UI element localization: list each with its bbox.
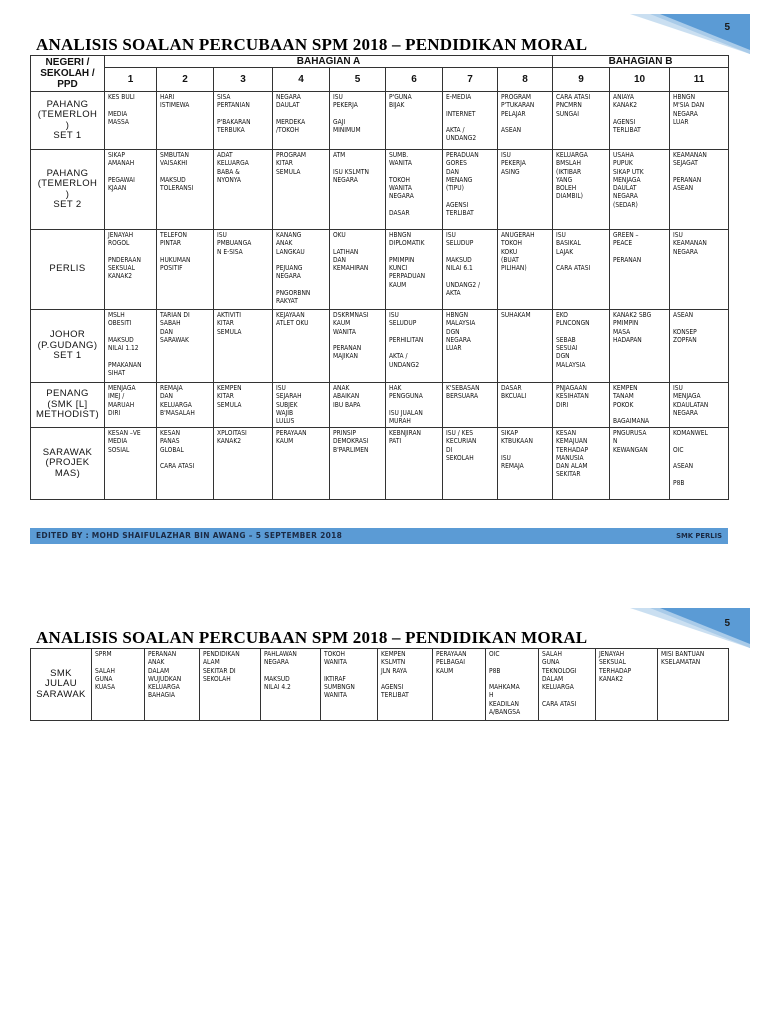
topic-cell: KEJAYAAN ATLET OKU <box>273 310 330 383</box>
topic-cell: ISU MENJAGA KDAULATAN NEGARA <box>670 383 729 428</box>
editor-credit: EDITED BY : MOHD SHAIFULAZHAR BIN AWANG – 5 SEPTEMBER 2018 <box>36 531 343 540</box>
question-number: 1 <box>105 68 157 92</box>
topic-cell: JENAYAH ROGOL PNDERAAN SEKSUAL KANAK2 <box>105 230 157 310</box>
topic-cell: MENJAGA IMEJ / MARUAH DIRI <box>105 383 157 428</box>
topic-cell: ISU PEKERJA ASING <box>498 150 553 230</box>
topic-cell: HAK PENGGUNA ISU JUALAN MURAH <box>386 383 443 428</box>
topic-cell: HBNGN MALAYSIA DGN NEGARA LUAR <box>443 310 498 383</box>
table-row <box>31 310 729 383</box>
topic-cell: HBNGN DIPLOMATIK PMIMPIN KUNCI PERPADUAN KAUM <box>386 230 443 310</box>
topic-cell: PRINSIP DEMOKRASI B'PARLIMEN <box>330 428 386 500</box>
topic-cell: SUMB. WANITA TOKOH WANITA NEGARA DASAR <box>386 150 443 230</box>
page-title: ANALISIS SOALAN PERCUBAAN SPM 2018 – PENDIDIKAN MORAL <box>36 628 588 647</box>
question-number: 4 <box>273 68 330 92</box>
topic-cell: P'GUNA BIJAK <box>386 92 443 150</box>
topic-cell: KES BULI MEDIA MASSA <box>105 92 157 150</box>
topic-cell: NEGARA DAULAT MERDEKA /TOKOH <box>273 92 330 150</box>
state-column-header: NEGERI / SEKOLAH / PPD <box>31 56 105 92</box>
topic-cell: DSKRMNASI KAUM WANITA PERANAN MAJIKAN <box>330 310 386 383</box>
topic-cell: PNJAGAAN KESIHATAN DIRI <box>553 383 610 428</box>
topic-cell: ISU KEAMANAN NEGARA <box>670 230 729 310</box>
question-number: 3 <box>214 68 273 92</box>
question-number: 8 <box>498 68 553 92</box>
section-a-header: BAHAGIAN A <box>105 56 553 68</box>
topic-cell: KEBNJIRAN PATI <box>386 428 443 500</box>
state-cell: PAHANG (TEMERLOH ) SET 2 <box>31 150 105 230</box>
topic-cell: KESAN KEMAJUAN TERHADAP MANUSIA DAN ALAM SEKITAR <box>553 428 610 500</box>
topic-cell: DASAR BKCUALI <box>498 383 553 428</box>
document-page-2 <box>0 600 768 740</box>
question-number: 2 <box>157 68 214 92</box>
topic-cell: KEMPEN KITAR SEMULA <box>214 383 273 428</box>
topic-cell: KOMANWEL OIC ASEAN P8B <box>670 428 729 500</box>
topic-cell: SPRM SALAH GUNA KUASA <box>92 649 145 721</box>
topic-cell: TELEFON PINTAR HUKUMAN POSITIF <box>157 230 214 310</box>
topic-cell: PAHLAWAN NEGARA MAKSUD NILAI 4.2 <box>261 649 321 721</box>
topic-cell: MSLH OBESITI MAKSUD NILAI 1.12 PMAKANAN SIHAT <box>105 310 157 383</box>
topic-cell: ISU SELUDUP MAKSUD NILAI 6.1 UNDANG2 / AKTA <box>443 230 498 310</box>
topic-cell: KESAN PANAS GLOBAL CARA ATASI <box>157 428 214 500</box>
topic-cell: TARIAN DI SABAH DAN SARAWAK <box>157 310 214 383</box>
analysis-table <box>30 648 729 721</box>
topic-cell: TOKOH WANITA IKTIRAF SUMBNGN WANITA <box>321 649 378 721</box>
table-row <box>31 383 729 428</box>
topic-cell: KEMPEN KSLMTN JLN RAYA AGENSI TERLIBAT <box>378 649 433 721</box>
topic-cell: ANIAYA KANAK2 AGENSI TERLIBAT <box>610 92 670 150</box>
topic-cell: PNGURUSA N KEWANGAN <box>610 428 670 500</box>
state-cell: PERLIS <box>31 230 105 310</box>
corner-decoration <box>630 608 750 648</box>
topic-cell: OKU LATIHAN DAN KEMAHIRAN <box>330 230 386 310</box>
section-b-header: BAHAGIAN B <box>553 56 729 68</box>
topic-cell: ADAT KELUARGA BABA & NYONYA <box>214 150 273 230</box>
page-title: ANALISIS SOALAN PERCUBAAN SPM 2018 – PENDIDIKAN MORAL <box>36 35 588 54</box>
state-cell: PENANG (SMK [L] METHODIST) <box>31 383 105 428</box>
topic-cell: E-MEDIA INTERNET AKTA / UNDANG2 <box>443 92 498 150</box>
topic-cell: USAHA PUPUK SIKAP UTK MENJAGA DAULAT NEGARA (SEDAR) <box>610 150 670 230</box>
topic-cell: SISA PERTANIAN P'BAKARAN TERBUKA <box>214 92 273 150</box>
topic-cell: PERAYAAN KAUM <box>273 428 330 500</box>
question-number: 5 <box>330 68 386 92</box>
topic-cell: ISU / KES KECURIAN DI SEKOLAH <box>443 428 498 500</box>
topic-cell: SIKAP AMANAH PEGAWAI KJAAN <box>105 150 157 230</box>
topic-cell: CARA ATASI PNCMRN SUNGAI <box>553 92 610 150</box>
state-cell: SMK JULAU SARAWAK <box>31 649 92 721</box>
topic-cell: SIKAP KTBUKAAN ISU REMAJA <box>498 428 553 500</box>
topic-cell: HBNGN M'SIA DAN NEGARA LUAR <box>670 92 729 150</box>
topic-cell: ISU BASIKAL LAJAK CARA ATASI <box>553 230 610 310</box>
topic-cell: ATM ISU KSLMTN NEGARA <box>330 150 386 230</box>
topic-cell: KANANG ANAK LANGKAU PEJUANG NEGARA PNGORBNN RAKYAT <box>273 230 330 310</box>
topic-cell: ISU SEJARAH SUBJEK WAJIB LULUS <box>273 383 330 428</box>
topic-cell: ISU PEKERJA GAJI MINIMUM <box>330 92 386 150</box>
state-cell: SARAWAK (PROJEK MAS) <box>31 428 105 500</box>
topic-cell: ISU PMBUANGA N E-SISA <box>214 230 273 310</box>
footer-bar <box>30 528 728 544</box>
topic-cell: KEAMANAN SEJAGAT PERANAN ASEAN <box>670 150 729 230</box>
topic-cell: KEMPEN TANAM POKOK BAGAIMANA <box>610 383 670 428</box>
topic-cell: SMBUTAN VAISAKHI MAKSUD TOLERANSI <box>157 150 214 230</box>
topic-cell: OIC P8B MAHKAMA H KEADILAN A/BANGSA <box>486 649 539 721</box>
topic-cell: EKO PLNCONGN SEBAB SESUAI DGN MALAYSIA <box>553 310 610 383</box>
topic-cell: REMAJA DAN KELUARGA B'MASALAH <box>157 383 214 428</box>
topic-cell: AKTIVITI KITAR SEMULA <box>214 310 273 383</box>
state-cell: PAHANG (TEMERLOH ) SET 1 <box>31 92 105 150</box>
topic-cell: KELUARGA BMSLAH (IKTIBAR YANG BOLEH DIAMBIL) <box>553 150 610 230</box>
corner-decoration <box>630 14 750 54</box>
topic-cell: ISU SELUDUP PERHILITAN AKTA / UNDANG2 <box>386 310 443 383</box>
topic-cell: KESAN –VE MEDIA SOSIAL <box>105 428 157 500</box>
topic-cell: JENAYAH SEKSUAL TERHADAP KANAK2 <box>596 649 658 721</box>
topic-cell: PERAYAAN PELBAGAI KAUM <box>433 649 486 721</box>
question-number: 11 <box>670 68 729 92</box>
question-number: 6 <box>386 68 443 92</box>
analysis-table <box>30 55 729 500</box>
topic-cell: ANUGERAH TOKOH KOKU (BUAT PILIHAN) <box>498 230 553 310</box>
topic-cell: MISI BANTUAN KSELAMATAN <box>658 649 729 721</box>
page-number: 5 <box>724 618 730 629</box>
table-row <box>31 92 729 150</box>
topic-cell: SALAH GUNA TEKNOLOGI DALAM KELUARGA CARA ATASI <box>539 649 596 721</box>
topic-cell: ANAK ABAIKAN IBU BAPA <box>330 383 386 428</box>
topic-cell: K'SEBASAN BERSUARA <box>443 383 498 428</box>
table-row <box>31 230 729 310</box>
state-cell: JOHOR (P.GUDANG) SET 1 <box>31 310 105 383</box>
question-number: 7 <box>443 68 498 92</box>
table-row <box>31 150 729 230</box>
topic-cell: GREEN – PEACE PERANAN <box>610 230 670 310</box>
topic-cell: PERANAN ANAK DALAM WUJUDKAN KELUARGA BAHAGIA <box>145 649 200 721</box>
topic-cell: PERADUAN GORES DAN MENANG (TIPU) AGENSI TERLIBAT <box>443 150 498 230</box>
question-number: 10 <box>610 68 670 92</box>
topic-cell: XPLOITASI KANAK2 <box>214 428 273 500</box>
topic-cell: PROGRAM P'TUKARAN PELAJAR ASEAN <box>498 92 553 150</box>
page-number: 5 <box>724 22 730 33</box>
question-number: 9 <box>553 68 610 92</box>
topic-cell: ASEAN KONSEP ZOPFAN <box>670 310 729 383</box>
topic-cell: KANAK2 SBG PMIMPIN MASA HADAPAN <box>610 310 670 383</box>
topic-cell: SUHAKAM <box>498 310 553 383</box>
topic-cell: HARI ISTIMEWA <box>157 92 214 150</box>
topic-cell: PROGRAM KITAR SEMULA <box>273 150 330 230</box>
topic-cell: PENDIDIKAN ALAM SEKITAR DI SEKOLAH <box>200 649 261 721</box>
table-row <box>31 428 729 500</box>
school-name: SMK PERLIS <box>676 532 722 540</box>
